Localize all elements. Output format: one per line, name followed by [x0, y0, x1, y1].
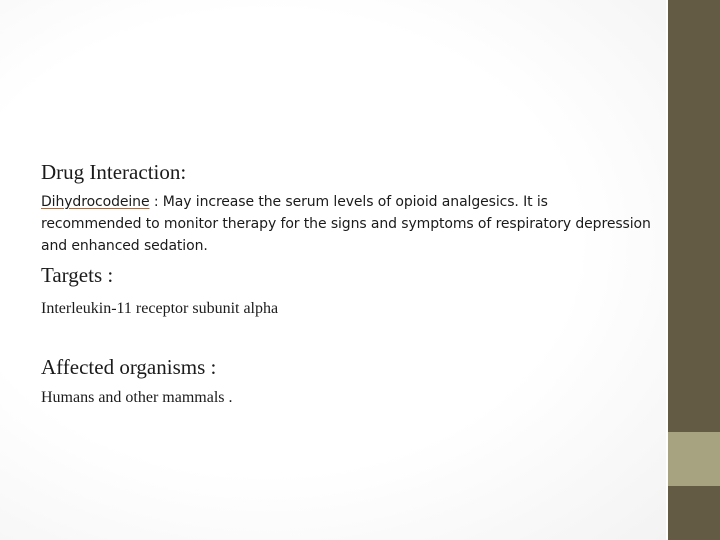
drug-interaction-description: May increase the serum levels of opioid analgesics. It is recommended to monitor therapy for the signs and symptoms of respiratory depression and enhanced sedation.: [41, 194, 651, 254]
targets-value: Interleukin-11 receptor subunit alpha: [41, 300, 279, 317]
drug-interaction-text: [41, 191, 651, 257]
drug-interaction-separator: :: [149, 194, 163, 210]
drug-interaction-heading: [41, 160, 186, 185]
drug-interaction-heading-text: Drug Interaction: [41, 160, 181, 184]
targets-heading: Targets :: [41, 263, 114, 287]
drug-link[interactable]: Dihydrocodeine: [41, 194, 150, 210]
drug-interaction-heading-colon: :: [180, 160, 187, 184]
affected-organisms-value: Humans and other mammals .: [41, 389, 233, 406]
sidebar-accent-block: [668, 432, 720, 486]
affected-organisms-heading: Affected organisms :: [41, 355, 217, 379]
